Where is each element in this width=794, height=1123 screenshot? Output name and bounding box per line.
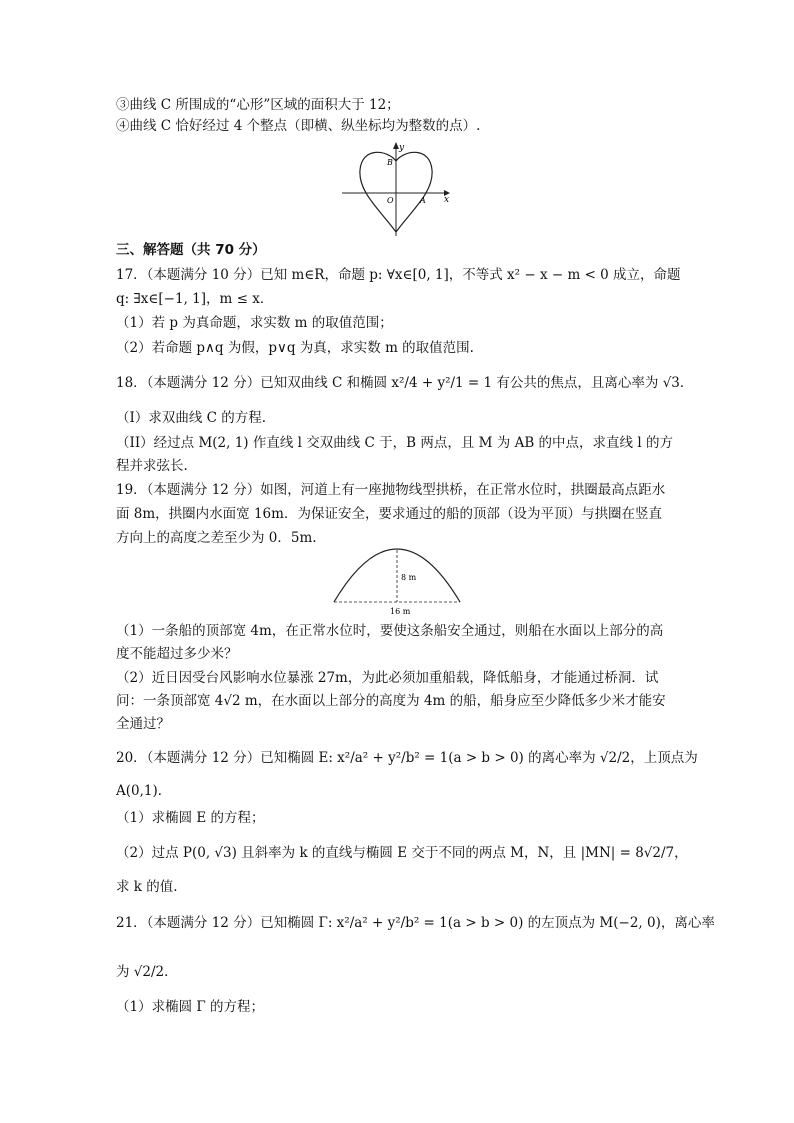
q19-line-3: 方向上的高度之差至少为 0．5m.	[116, 530, 317, 546]
q21-part-1: （1）求椭圆 Γ 的方程；	[116, 999, 265, 1015]
q19-line-2: 面 8m，拱圈内水面宽 16m．为保证安全，要求通过的船的顶部（设为平顶）与拱圈在竖直	[116, 506, 662, 522]
q18-part-2: （II）经过点 M(2, 1) 作直线 l 交双曲线 C 于，B 两点，且 M 为 AB 的中点，求直线 l 的方	[116, 435, 673, 451]
q17-line-2: q: ∃x∈[−1, 1]，m ≤ x．	[116, 291, 274, 307]
line-1: ③曲线 C 所围成的“心形”区域的面积大于 12；	[116, 97, 400, 113]
q18-line-1: 18．（本题满分 12 分）已知双曲线 C 和椭圆 x²/4 + y²/1 = 1 有公共的焦点，且离心率为 √3．	[116, 375, 694, 391]
point-a-label: A	[420, 196, 426, 205]
q19-part-2-end: 全通过？	[116, 716, 170, 732]
q20-part-2: （2）过点 P(0, √3) 且斜率为 k 的直线与椭圆 E 交于不同的两点 M，N，且 |MN| = 8√2/7，	[116, 845, 688, 861]
origin-label: O	[387, 196, 394, 205]
q17-line-1: 17．（本题满分 10 分）已知 m∈R，命题 p: ∀x∈[0, 1]，不等式 x² − x − m < 0 成立，命题	[116, 267, 681, 283]
arch-height-label: 8 m	[401, 573, 417, 582]
q19-line-1: 19．（本题满分 12 分）如图，河道上有一座抛物线型拱桥，在正常水位时，拱圈最高点距水	[116, 482, 666, 498]
q19-part-1-cont: 度不能超过多少米？	[116, 646, 238, 662]
q19-part-2-cont: 问：一条顶部宽 4√2 m，在水面以上部分的高度为 4m 的船，船身应至少降低多少米才能安	[116, 693, 666, 709]
q20-part-2-cont: 求 k 的值.	[116, 879, 178, 895]
section-heading: 三、解答题（共 70 分）	[116, 242, 266, 258]
q20-line-2: A(0,1)．	[116, 783, 172, 799]
point-b-label: B	[387, 158, 393, 167]
q18-part-2-cont: 程并求弦长.	[116, 458, 188, 474]
heart-curve-figure	[340, 140, 452, 238]
q18-part-1: （I）求双曲线 C 的方程.	[116, 410, 267, 426]
arch-bridge-figure	[322, 538, 472, 618]
axis-y-label: y	[399, 143, 405, 153]
line-2: ④曲线 C 恰好经过 4 个整点（即横、纵坐标均为整数的点）.	[116, 118, 481, 134]
q20-part-1: （1）求椭圆 E 的方程；	[116, 810, 265, 826]
q17-part-2: （2）若命题 p∧q 为假，p∨q 为真，求实数 m 的取值范围.	[116, 340, 474, 356]
q20-line-1: 20．（本题满分 12 分）已知椭圆 E: x²/a² + y²/b² = 1(a > b > 0) 的离心率为 √2/2，上顶点为	[116, 750, 698, 766]
q19-part-1: （1）一条船的顶部宽 4m，在正常水位时，要使这条船安全通过，则船在水面以上部分的高	[116, 623, 664, 639]
q19-part-2: （2）近日因受台风影响水位暴涨 27m，为此必须加重船载，降低船身，才能通过桥洞．试	[116, 670, 659, 686]
q17-part-1: （1）若 p 为真命题，求实数 m 的取值范围；	[116, 315, 393, 331]
q21-line-1: 21．（本题满分 12 分）已知椭圆 Γ: x²/a² + y²/b² = 1(a > b > 0) 的左顶点为 M(−2, 0)，离心率	[116, 915, 715, 931]
arch-width-label: 16 m	[390, 607, 411, 616]
q21-line-2: 为 √2/2．	[116, 964, 178, 980]
axis-x-label: x	[444, 195, 450, 205]
